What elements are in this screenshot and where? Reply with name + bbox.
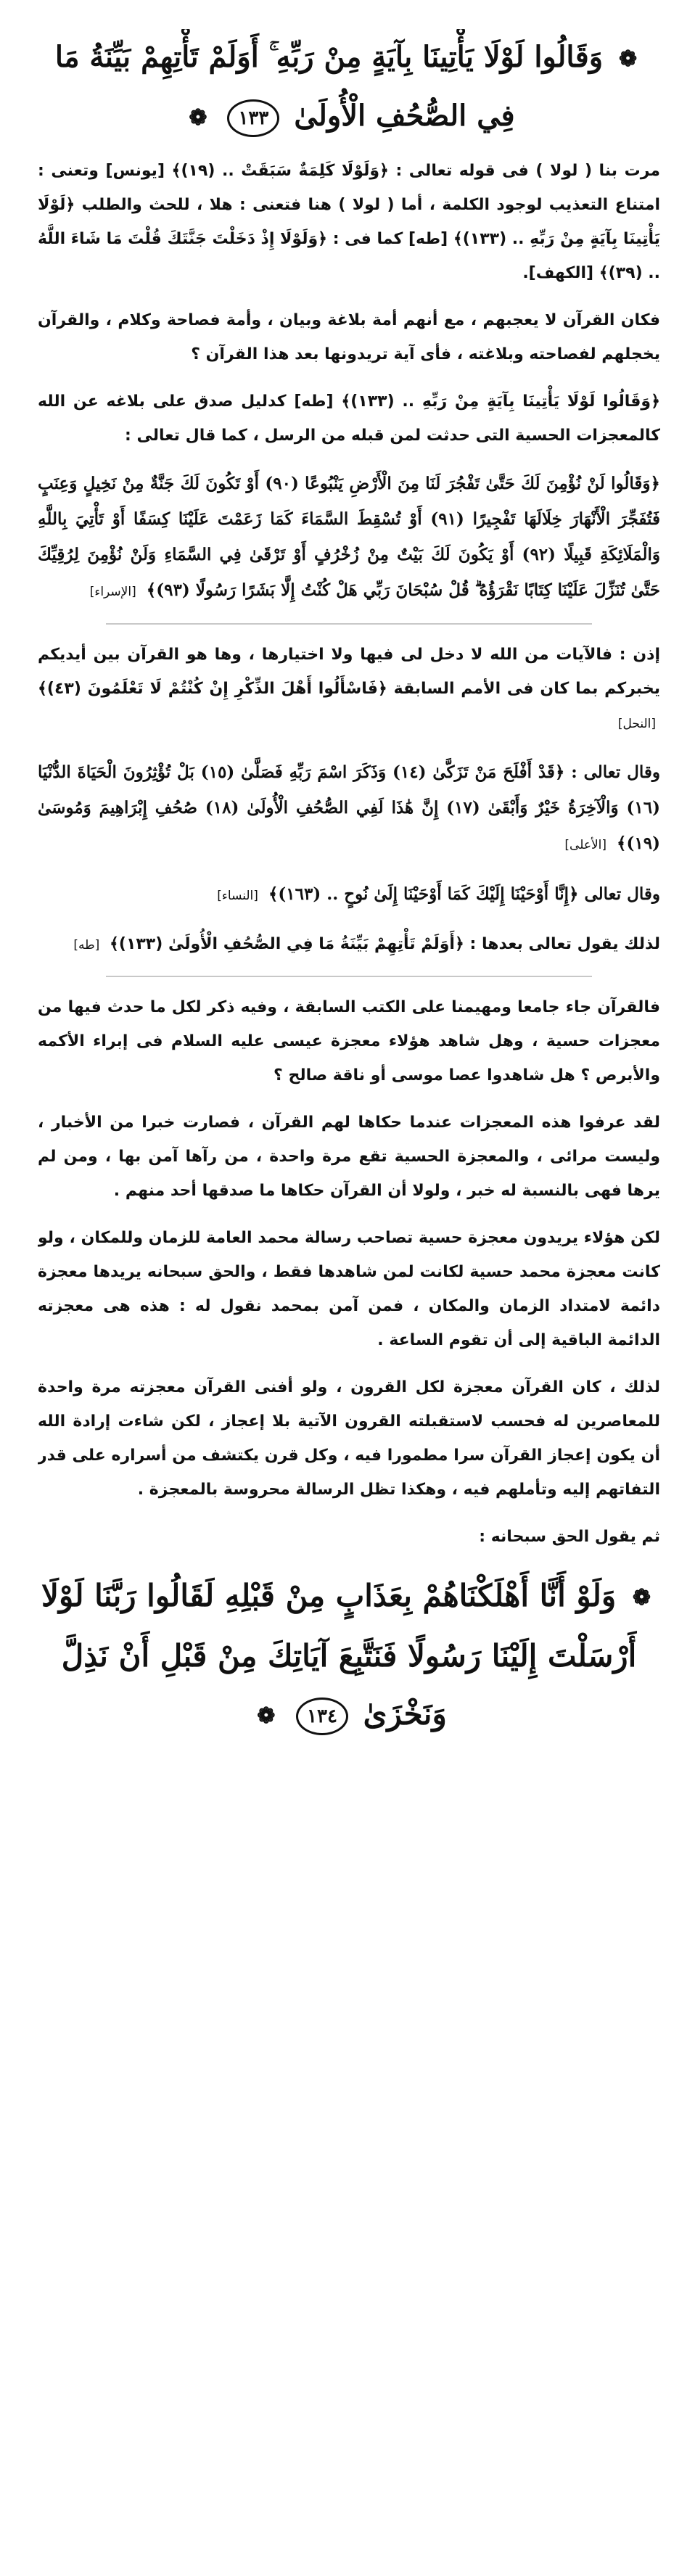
paragraph-4-ref: [النحل] xyxy=(617,717,656,731)
paragraph-4-text: إذن : فالآيات من الله لا دخل لى فيها ولا اختيارها ، وها هو القرآن بين أيديكم يخبركم بما كان فى الأمم السابقة ﴿فَاسْأَلُوا أَهْلَ الذِّكْرِ إِنْ كُنْتُمْ لَا تَعْلَمُونَ (٤٣)﴾ xyxy=(38,646,660,698)
final-ayah xyxy=(38,1567,660,1745)
quote-ala xyxy=(38,754,660,863)
divider-2 xyxy=(106,976,591,977)
paragraph-7-text: لذلك يقول تعالى بعدها : ﴿أَوَلَمْ تَأْتِهِمْ بَيِّنَةُ مَا فِي الصُّحُفِ الْأُولَىٰ (١٣٣)﴾ xyxy=(110,935,660,953)
ornament-right: ❁ xyxy=(189,105,207,131)
quote-isra-text: ﴿وَقَالُوا لَنْ نُؤْمِنَ لَكَ حَتَّىٰ تَفْجُرَ لَنَا مِنَ الْأَرْضِ يَنْبُوعًا (٩٠) أَوْ تَكُونَ لَكَ جَنَّةٌ مِنْ نَخِيلٍ وَعِنَبٍ فَتُفَجِّرَ الْأَنْهَارَ خِلَالَهَا تَفْجِيرًا (٩١) أَوْ تُسْقِطَ السَّمَاءَ كَمَا زَعَمْتَ عَلَيْنَا كِسَفًا أَوْ تَأْتِيَ بِاللَّهِ وَالْمَلَائِكَةِ قَبِيلًا (٩٢) أَوْ يَكُونَ لَكَ بَيْتٌ مِنْ زُخْرُفٍ أَوْ تَرْقَىٰ فِي السَّمَاءِ وَلَنْ نُؤْمِنَ لِرُقِيِّكَ حَتَّىٰ تُنَزِّلَ عَلَيْنَا كِتَابًا نَقْرَؤُهُ ۗ قُلْ سُبْحَانَ رَبِّي هَلْ كُنْتُ إِلَّا بَشَرًا رَسُولًا (٩٣)﴾ xyxy=(38,474,660,600)
paragraph-9 xyxy=(38,1106,660,1208)
paragraph-10-text: لكن هؤلاء يريدون معجزة حسية تصاحب رسالة محمد العامة للزمان وللمكان ، ولو كانت معجزة محمد حسية لكانت لمن شاهدها فقط ، والحق سبحانه يريدها معجزة دائمة لامتداد الزمان والمكان ، فمن آمن بمحمد نقول له : هذه هى معجزته الدائمة الباقية إلى أن تقوم الساعة . xyxy=(38,1229,660,1349)
quote-nisa xyxy=(38,876,660,914)
paragraph-3 xyxy=(38,384,660,453)
quote-ala-ref: [الأعلى] xyxy=(564,838,607,852)
paragraph-8-text: فالقرآن جاء جامعا ومهيمنا على الكتب السابقة ، وفيه ذكر لكل ما حدث فيها من معجزات حسية ، وهل شاهد هؤلاء معجزة عيسى عليه السلام فى إبراء الأكمه والأبرص ؟ هل شاهدوا عصا موسى أو ناقة صالح ؟ xyxy=(38,998,660,1085)
paragraph-7-ref: [طه] xyxy=(73,938,100,952)
quote-nisa-text: وقال تعالى ﴿إِنَّا أَوْحَيْنَا إِلَيْكَ كَمَا أَوْحَيْنَا إِلَىٰ نُوحٍ .. (١٦٣)﴾ xyxy=(268,884,660,904)
paragraph-4 xyxy=(38,638,660,741)
final-ayah-number: ١٣٤ xyxy=(296,1698,348,1735)
paragraph-2-text: فكان القرآن لا يعجبهم ، مع أنهم أمة بلاغة وبيان ، وأمة فصاحة وكلام ، والقرآن يخجلهم لفصاحته وبلاغته ، فأى آية تريدونها بعد هذا القرآن ؟ xyxy=(38,311,660,363)
paragraph-7 xyxy=(38,927,660,963)
paragraph-11-text: لذلك ، كان القرآن معجزة لكل القرون ، ولو أفنى القرآن معجزته مرة واحدة للمعاصرين له فحسب لاستقبلته القرون الآتية بلا إعجاز ، لكن شاءت إرادة الله أن يكون إعجاز القرآن سرا مطمورا فيه ، وكل قرن يكتشف من أسراره على قدر التفاتهم إليه وتأملهم فيه ، وهكذا تظل الرسالة محروسة بالمعجزة . xyxy=(38,1378,660,1499)
quote-isra xyxy=(38,466,660,610)
paragraph-1 xyxy=(38,154,660,290)
paragraph-1-text: مرت بنا ( لولا ) فى قوله تعالى : ﴿وَلَوْلَا كَلِمَةٌ سَبَقَتْ .. (١٩)﴾ [يونس] وتعنى : امتناع التعذيب لوجود الكلمة ، أما ( لولا ) هنا فتعنى : هلا ، للحث والطلب ﴿لَوْلَا يَأْتِينَا بِآيَةٍ مِنْ رَبِّهِ .. (١٣٣)﴾ [طه] كما فى : ﴿وَلَوْلَا إِذْ دَخَلْتَ جَنَّتَكَ قُلْتَ مَا شَاءَ اللَّهُ .. (٣٩)﴾ [الكهف]. xyxy=(38,162,660,282)
paragraph-12 xyxy=(38,1520,660,1554)
quote-nisa-ref: [النساء] xyxy=(217,889,258,903)
heading-ayah-number: ١٣٣ xyxy=(227,99,279,137)
quote-ala-text: وقال تعالى : ﴿قَدْ أَفْلَحَ مَنْ تَزَكَّىٰ (١٤) وَذَكَرَ اسْمَ رَبِّهِ فَصَلَّىٰ (١٥) بَلْ تُؤْثِرُونَ الْحَيَاةَ الدُّنْيَا (١٦) وَالْآخِرَةُ خَيْرٌ وَأَبْقَىٰ (١٧) إِنَّ هَٰذَا لَفِي الصُّحُفِ الْأُولَىٰ (١٨) صُحُفِ إِبْرَاهِيمَ وَمُوسَىٰ (١٩)﴾ xyxy=(38,762,660,853)
heading-ayah-text: وَقَالُوا لَوْلَا يَأْتِينَا بِآيَةٍ مِنْ رَبِّهِ ۚ أَوَلَمْ تَأْتِهِمْ بَيِّنَةُ مَا فِي الصُّحُفِ الْأُولَىٰ xyxy=(54,40,604,133)
divider-1 xyxy=(106,623,591,625)
ornament-left-final: ❁ xyxy=(632,1585,651,1610)
paragraph-10 xyxy=(38,1221,660,1357)
paragraph-11 xyxy=(38,1370,660,1507)
paragraph-8 xyxy=(38,990,660,1092)
page xyxy=(38,29,660,2554)
quote-isra-ref: [الإسراء] xyxy=(89,585,136,599)
paragraph-3-text: ﴿وَقَالُوا لَوْلَا يَأْتِينَا بِآيَةٍ مِنْ رَبِّهِ .. (١٣٣)﴾ [طه] كدليل صدق على بلاغه عن الله كالمعجزات الحسية التى حدثت لمن قبله من الرسل ، كما قال تعالى : xyxy=(38,392,660,445)
heading-ayah xyxy=(38,29,660,147)
ornament-left: ❁ xyxy=(618,46,638,72)
final-ayah-text: وَلَوْ أَنَّا أَهْلَكْنَاهُمْ بِعَذَابٍ مِنْ قَبْلِهِ لَقَالُوا رَبَّنَا لَوْلَا أَرْسَلْتَ إِلَيْنَا رَسُولًا فَنَتَّبِعَ آيَاتِكَ مِنْ قَبْلِ أَنْ نَذِلَّ وَنَخْزَىٰ xyxy=(41,1578,637,1732)
paragraph-9-text: لقد عرفوا هذه المعجزات عندما حكاها لهم القرآن ، فصارت خبرا من الأخبار ، وليست مرائى ، والمعجزة الحسية تقع مرة واحدة ، من رآها آمن بها ، ومن لم يرها فهى بالنسبة له خبر ، ولولا أن القرآن حكاها ما صدقها أحد منهم . xyxy=(38,1114,660,1200)
paragraph-12-text: ثم يقول الحق سبحانه : xyxy=(479,1528,660,1546)
paragraph-2 xyxy=(38,303,660,371)
ornament-right-final: ❁ xyxy=(257,1703,276,1729)
